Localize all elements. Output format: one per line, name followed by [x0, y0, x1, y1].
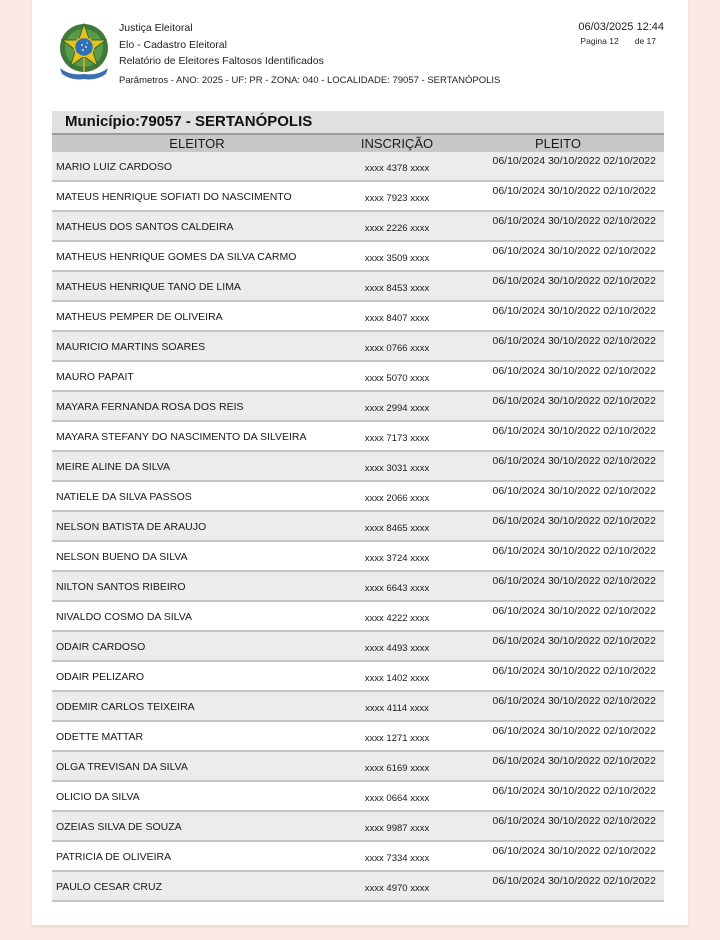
cell-pleito: 06/10/2024 30/10/2022 02/10/2022	[492, 755, 656, 767]
cell-pleito: 06/10/2024 30/10/2022 02/10/2022	[492, 395, 656, 407]
table-row	[52, 272, 664, 302]
org-name: Justiça Eleitoral	[119, 22, 193, 34]
cell-pleito: 06/10/2024 30/10/2022 02/10/2022	[492, 605, 656, 617]
cell-pleito: 06/10/2024 30/10/2022 02/10/2022	[492, 845, 656, 857]
cell-pleito: 06/10/2024 30/10/2022 02/10/2022	[492, 725, 656, 737]
cell-eleitor: PATRICIA DE OLIVEIRA	[56, 851, 172, 863]
table-row	[52, 722, 664, 752]
cell-inscricao: xxxx 6643 xxxx	[364, 583, 430, 594]
table-row	[52, 212, 664, 242]
report-meta	[578, 20, 664, 48]
cell-pleito: 06/10/2024 30/10/2022 02/10/2022	[492, 365, 656, 377]
voters-table	[52, 111, 664, 902]
cell-eleitor: MATHEUS HENRIQUE GOMES DA SILVA CARMO	[56, 251, 297, 263]
cell-eleitor: NATIELE DA SILVA PASSOS	[56, 491, 192, 503]
cell-inscricao: xxxx 1402 xxxx	[364, 673, 430, 684]
column-header-eleitor: ELEITOR	[169, 136, 225, 151]
cell-pleito: 06/10/2024 30/10/2022 02/10/2022	[492, 215, 656, 227]
cell-pleito: 06/10/2024 30/10/2022 02/10/2022	[492, 635, 656, 647]
report-title: Relatório de Eleitores Faltosos Identificados	[119, 55, 324, 67]
page-indicator	[578, 34, 656, 48]
table-header	[52, 133, 664, 152]
cell-inscricao: xxxx 5070 xxxx	[364, 373, 430, 384]
cell-inscricao: xxxx 0664 xxxx	[364, 793, 430, 804]
table-row	[52, 452, 664, 482]
cell-eleitor: MEIRE ALINE DA SILVA	[56, 461, 170, 473]
cell-pleito: 06/10/2024 30/10/2022 02/10/2022	[492, 875, 656, 887]
table-body	[52, 152, 664, 902]
cell-eleitor: MATHEUS PEMPER DE OLIVEIRA	[56, 311, 223, 323]
cell-inscricao: xxxx 9987 xxxx	[364, 823, 430, 834]
table-row	[52, 542, 664, 572]
cell-eleitor: MAYARA STEFANY DO NASCIMENTO DA SILVEIRA	[56, 431, 307, 443]
cell-pleito: 06/10/2024 30/10/2022 02/10/2022	[492, 575, 656, 587]
cell-pleito: 06/10/2024 30/10/2022 02/10/2022	[492, 425, 656, 437]
column-header-pleito: PLEITO	[534, 136, 581, 151]
cell-pleito: 06/10/2024 30/10/2022 02/10/2022	[492, 515, 656, 527]
cell-eleitor: MAURO PAPAIT	[56, 371, 134, 383]
cell-inscricao: xxxx 7173 xxxx	[364, 433, 430, 444]
cell-eleitor: NILTON SANTOS RIBEIRO	[56, 581, 186, 593]
cell-eleitor: ODETTE MATTAR	[56, 731, 144, 743]
municipio-heading: Município:79057 - SERTANÓPOLIS	[52, 111, 664, 133]
table-row	[52, 422, 664, 452]
cell-inscricao: xxxx 3724 xxxx	[364, 553, 430, 564]
cell-eleitor: MATEUS HENRIQUE SOFIATI DO NASCIMENTO	[56, 191, 292, 203]
cell-inscricao: xxxx 0766 xxxx	[364, 343, 430, 354]
cell-eleitor: MAYARA FERNANDA ROSA DOS REIS	[56, 401, 244, 413]
cell-inscricao: xxxx 7923 xxxx	[364, 193, 430, 204]
cell-pleito: 06/10/2024 30/10/2022 02/10/2022	[492, 185, 656, 197]
cell-eleitor: OLGA TREVISAN DA SILVA	[56, 761, 188, 773]
cell-eleitor: OLICIO DA SILVA	[56, 791, 140, 803]
table-row	[52, 872, 664, 902]
cell-pleito: 06/10/2024 30/10/2022 02/10/2022	[492, 155, 656, 167]
cell-eleitor: MATHEUS DOS SANTOS CALDEIRA	[56, 221, 234, 233]
cell-inscricao: xxxx 4378 xxxx	[364, 163, 430, 174]
cell-inscricao: xxxx 4222 xxxx	[364, 613, 430, 624]
cell-inscricao: xxxx 7334 xxxx	[364, 853, 430, 864]
cell-pleito: 06/10/2024 30/10/2022 02/10/2022	[492, 545, 656, 557]
report-page	[32, 0, 688, 925]
cell-eleitor: ODAIR CARDOSO	[56, 641, 146, 653]
page-number: Pagina 12	[580, 36, 619, 46]
cell-pleito: 06/10/2024 30/10/2022 02/10/2022	[492, 815, 656, 827]
table-row	[52, 572, 664, 602]
table-row	[52, 782, 664, 812]
cell-pleito: 06/10/2024 30/10/2022 02/10/2022	[492, 245, 656, 257]
table-row	[52, 602, 664, 632]
cell-inscricao: xxxx 2226 xxxx	[364, 223, 430, 234]
report-datetime: 06/03/2025 12:44	[578, 21, 664, 33]
table-row	[52, 332, 664, 362]
table-row	[52, 482, 664, 512]
table-row	[52, 362, 664, 392]
cell-inscricao: xxxx 6169 xxxx	[364, 763, 430, 774]
cell-pleito: 06/10/2024 30/10/2022 02/10/2022	[492, 335, 656, 347]
table-row	[52, 662, 664, 692]
coat-of-arms-icon	[56, 18, 112, 84]
cell-eleitor: OZEIAS SILVA DE SOUZA	[56, 821, 182, 833]
cell-eleitor: ODAIR PELIZARO	[56, 671, 145, 683]
cell-pleito: 06/10/2024 30/10/2022 02/10/2022	[492, 695, 656, 707]
cell-pleito: 06/10/2024 30/10/2022 02/10/2022	[492, 665, 656, 677]
cell-inscricao: xxxx 8465 xxxx	[364, 523, 430, 534]
table-row	[52, 392, 664, 422]
page-total: de 17	[634, 36, 656, 46]
cell-eleitor: MARIO LUIZ CARDOSO	[56, 161, 173, 173]
table-row	[52, 632, 664, 662]
cell-inscricao: xxxx 4970 xxxx	[364, 883, 430, 894]
cell-eleitor: NELSON BUENO DA SILVA	[56, 551, 188, 563]
cell-inscricao: xxxx 4493 xxxx	[364, 643, 430, 654]
cell-eleitor: MAURICIO MARTINS SOARES	[56, 341, 206, 353]
table-row	[52, 152, 664, 182]
report-header-text	[119, 20, 324, 70]
cell-inscricao: xxxx 3031 xxxx	[364, 463, 430, 474]
system-name: Elo - Cadastro Eleitoral	[119, 38, 227, 51]
report-parameters: Parâmetros - ANO: 2025 - UF: PR - ZONA: 040 - LOCALIDADE: 79057 - SERTANÓPOLIS	[119, 75, 501, 86]
table-row	[52, 812, 664, 842]
table-row	[52, 302, 664, 332]
table-row	[52, 242, 664, 272]
table-row	[52, 842, 664, 872]
column-header-inscricao: INSCRIÇÃO	[360, 136, 434, 151]
cell-pleito: 06/10/2024 30/10/2022 02/10/2022	[492, 455, 656, 467]
cell-inscricao: xxxx 1271 xxxx	[364, 733, 430, 744]
cell-inscricao: xxxx 2994 xxxx	[364, 403, 430, 414]
table-row	[52, 512, 664, 542]
cell-eleitor: PAULO CESAR CRUZ	[56, 881, 162, 893]
table-row	[52, 752, 664, 782]
cell-inscricao: xxxx 2066 xxxx	[364, 493, 430, 504]
cell-inscricao: xxxx 8453 xxxx	[364, 283, 430, 294]
cell-inscricao: xxxx 3509 xxxx	[364, 253, 430, 264]
cell-inscricao: xxxx 4114 xxxx	[365, 703, 429, 714]
cell-pleito: 06/10/2024 30/10/2022 02/10/2022	[492, 305, 656, 317]
cell-eleitor: NIVALDO COSMO DA SILVA	[56, 611, 192, 623]
cell-eleitor: MATHEUS HENRIQUE TANO DE LIMA	[56, 281, 241, 293]
cell-inscricao: xxxx 8407 xxxx	[364, 313, 430, 324]
cell-pleito: 06/10/2024 30/10/2022 02/10/2022	[492, 785, 656, 797]
cell-eleitor: ODEMIR CARLOS TEIXEIRA	[56, 701, 195, 713]
cell-pleito: 06/10/2024 30/10/2022 02/10/2022	[492, 485, 656, 497]
cell-eleitor: NELSON BATISTA DE ARAUJO	[56, 521, 207, 533]
table-row	[52, 692, 664, 722]
cell-pleito: 06/10/2024 30/10/2022 02/10/2022	[492, 275, 656, 287]
table-row	[52, 182, 664, 212]
